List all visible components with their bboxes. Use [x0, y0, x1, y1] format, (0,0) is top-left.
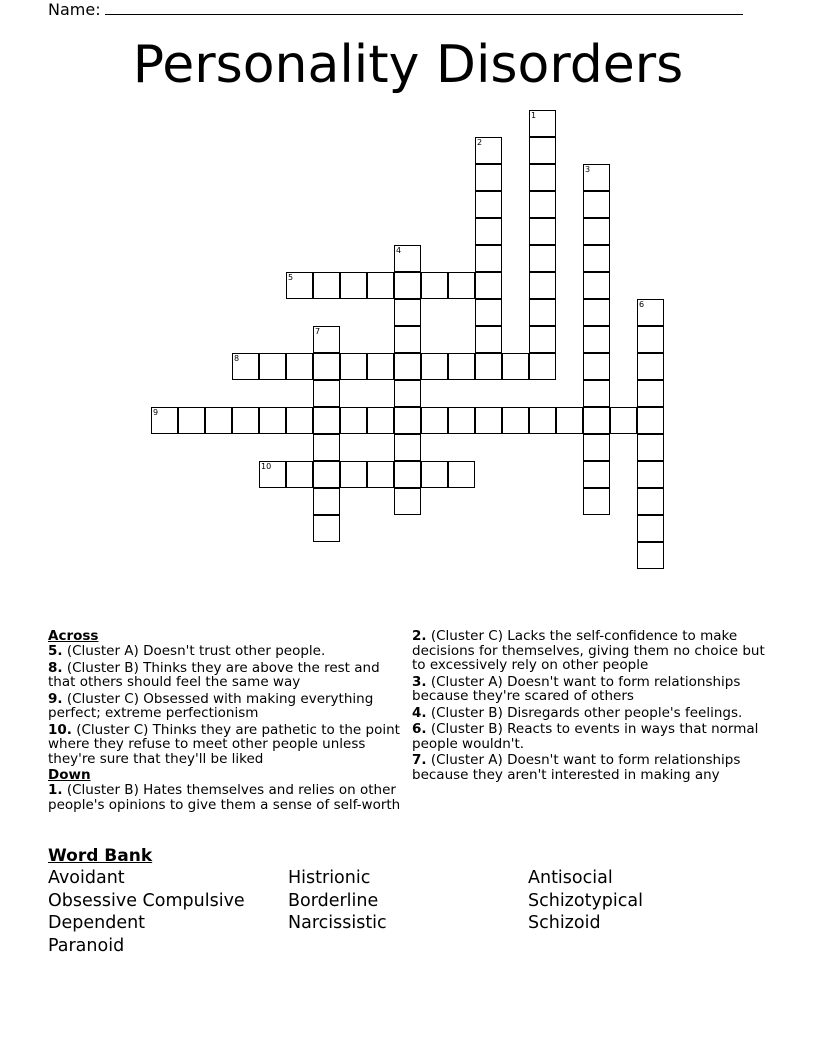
clue-down-1: 1. (Cluster B) Hates themselves and relies on other people's opinions to give them a sense of self-worth — [48, 782, 401, 813]
clue-down-2: 2. (Cluster C) Lacks the self-confidence to make decisions for themselves, giving them no choice but to excessively rely on other people — [412, 628, 765, 673]
crossword-cell[interactable] — [313, 326, 340, 353]
crossword-cell[interactable] — [394, 299, 421, 326]
crossword-cell[interactable] — [475, 137, 502, 164]
crossword-cell[interactable] — [367, 407, 394, 434]
crossword-cell[interactable] — [394, 488, 421, 515]
word-bank-title: Word Bank — [48, 846, 153, 866]
crossword-cell[interactable] — [529, 299, 556, 326]
crossword-cell[interactable] — [637, 515, 664, 542]
word-bank-item: Narcissistic — [288, 913, 387, 933]
clue-across-10: 10. (Cluster C) Thinks they are pathetic to the point where they refuse to meet other people unless they're sure that they'll be liked — [48, 721, 400, 767]
clue-across-8: 8. (Cluster B) Thinks they are above the rest and that others should feel the same way — [48, 659, 380, 690]
clue-across-5: 5. (Cluster A) Doesn't trust other people. — [48, 643, 326, 659]
crossword-cell[interactable] — [637, 542, 664, 569]
crossword-cell[interactable] — [475, 299, 502, 326]
crossword-cell[interactable] — [529, 245, 556, 272]
crossword-cell[interactable] — [313, 407, 340, 434]
crossword-cell[interactable] — [367, 461, 394, 488]
crossword-cell[interactable] — [367, 353, 394, 380]
crossword-cell[interactable] — [394, 272, 421, 299]
word-bank-item: Schizotypical — [528, 891, 643, 911]
crossword-cell[interactable] — [421, 407, 448, 434]
crossword-cell[interactable] — [475, 218, 502, 245]
crossword-cell[interactable] — [475, 191, 502, 218]
crossword-cell[interactable] — [583, 461, 610, 488]
crossword-cell[interactable] — [475, 245, 502, 272]
crossword-cell[interactable] — [529, 353, 556, 380]
crossword-cell[interactable] — [583, 218, 610, 245]
crossword-cell[interactable] — [394, 326, 421, 353]
cell-number: 4 — [396, 246, 402, 255]
clue-down-6: 6. (Cluster B) Reacts to events in ways that normal people wouldn't. — [412, 721, 759, 752]
cell-number: 9 — [153, 408, 159, 417]
crossword-cell[interactable] — [421, 461, 448, 488]
crossword-cell[interactable] — [421, 272, 448, 299]
word-bank-item: Avoidant — [48, 868, 125, 888]
crossword-cell[interactable] — [286, 407, 313, 434]
crossword-cell[interactable] — [421, 353, 448, 380]
crossword-cell[interactable] — [475, 326, 502, 353]
crossword-cell[interactable] — [583, 164, 610, 191]
crossword-cell[interactable] — [583, 326, 610, 353]
crossword-cell[interactable] — [529, 164, 556, 191]
cell-number: 8 — [234, 354, 240, 363]
cell-number: 5 — [288, 273, 294, 282]
word-bank-item: Obsessive Compulsive — [48, 891, 245, 911]
crossword-cell[interactable] — [502, 407, 529, 434]
cell-number: 1 — [531, 111, 537, 120]
cell-number: 3 — [585, 165, 591, 174]
clue-down-4: 4. (Cluster B) Disregards other people's feelings. — [412, 704, 743, 721]
crossword-cell[interactable] — [583, 245, 610, 272]
crossword-cell[interactable] — [583, 299, 610, 326]
crossword-cell[interactable] — [529, 110, 556, 137]
word-bank-item: Schizoid — [528, 913, 601, 933]
crossword-cell[interactable] — [313, 434, 340, 461]
crossword-cell[interactable] — [475, 164, 502, 191]
crossword-cell[interactable] — [529, 407, 556, 434]
crossword-cell[interactable] — [502, 353, 529, 380]
crossword-cell[interactable] — [475, 272, 502, 299]
crossword-cell[interactable] — [313, 353, 340, 380]
clues-right-column — [412, 629, 768, 784]
crossword-cell[interactable] — [394, 434, 421, 461]
cell-number: 10 — [261, 462, 272, 471]
crossword-cell[interactable] — [637, 326, 664, 353]
crossword-cell[interactable] — [313, 488, 340, 515]
crossword-cell[interactable] — [583, 380, 610, 407]
crossword-cell[interactable] — [313, 380, 340, 407]
crossword-cell[interactable] — [448, 353, 475, 380]
crossword-cell[interactable] — [286, 272, 313, 299]
clue-down-7: 7. (Cluster A) Doesn't want to form relationships because they aren't interested in making any — [412, 752, 741, 783]
down-heading: Down — [48, 767, 91, 783]
word-bank-item: Antisocial — [528, 868, 613, 888]
crossword-cell[interactable] — [448, 461, 475, 488]
crossword-cell[interactable] — [232, 407, 259, 434]
crossword-cell[interactable] — [205, 407, 232, 434]
crossword-cell[interactable] — [259, 407, 286, 434]
crossword-cell[interactable] — [394, 461, 421, 488]
crossword-cell[interactable] — [529, 272, 556, 299]
crossword-cell[interactable] — [394, 353, 421, 380]
crossword-cell[interactable] — [583, 272, 610, 299]
crossword-cell[interactable] — [259, 353, 286, 380]
word-bank-item: Borderline — [288, 891, 379, 911]
crossword-cell[interactable] — [529, 191, 556, 218]
crossword-cell[interactable] — [286, 461, 313, 488]
crossword-cell[interactable] — [313, 272, 340, 299]
crossword-cell[interactable] — [637, 461, 664, 488]
crossword-cell[interactable] — [637, 488, 664, 515]
crossword-cell[interactable] — [610, 407, 637, 434]
crossword-cell[interactable] — [313, 515, 340, 542]
crossword-cell[interactable] — [340, 353, 367, 380]
crossword-cell[interactable] — [583, 353, 610, 380]
crossword-cell[interactable] — [286, 353, 313, 380]
word-bank-item: Dependent — [48, 913, 146, 933]
cell-number: 7 — [315, 327, 321, 336]
crossword-cell[interactable] — [340, 407, 367, 434]
crossword-cell[interactable] — [475, 407, 502, 434]
word-bank-item: Histrionic — [288, 868, 371, 888]
crossword-cell[interactable] — [583, 191, 610, 218]
crossword-cell[interactable] — [529, 218, 556, 245]
clue-across-9: 9. (Cluster C) Obsessed with making everything perfect; extreme perfectionism — [48, 690, 374, 721]
crossword-cell[interactable] — [448, 407, 475, 434]
cell-number: 6 — [639, 300, 645, 309]
crossword-cell[interactable] — [178, 407, 205, 434]
crossword-cell[interactable] — [583, 488, 610, 515]
crossword-cell[interactable] — [475, 353, 502, 380]
word-bank-item: Paranoid — [48, 936, 125, 956]
cell-number: 2 — [477, 138, 483, 147]
crossword-cell[interactable] — [637, 299, 664, 326]
name-label: Name: — [48, 0, 101, 19]
crossword-cell[interactable] — [583, 434, 610, 461]
crossword-cell[interactable] — [394, 245, 421, 272]
crossword-cell[interactable] — [259, 461, 286, 488]
crossword-cell[interactable] — [637, 434, 664, 461]
page-title: Personality Disorders — [132, 35, 684, 95]
crossword-cell[interactable] — [637, 353, 664, 380]
crossword-cell[interactable] — [232, 353, 259, 380]
crossword-cell[interactable] — [556, 407, 583, 434]
crossword-cell[interactable] — [340, 272, 367, 299]
crossword-cell[interactable] — [394, 407, 421, 434]
crossword-cell[interactable] — [448, 272, 475, 299]
crossword-cell[interactable] — [583, 407, 610, 434]
crossword-cell[interactable] — [637, 380, 664, 407]
clue-down-3: 3. (Cluster A) Doesn't want to form relationships because they're scared of others — [412, 673, 741, 704]
crossword-cell[interactable] — [637, 407, 664, 434]
crossword-cell[interactable] — [151, 407, 178, 434]
crossword-cell[interactable] — [340, 461, 367, 488]
crossword-cell[interactable] — [313, 461, 340, 488]
crossword-cell[interactable] — [529, 137, 556, 164]
clues-left-column — [48, 629, 404, 814]
crossword-cell[interactable] — [394, 380, 421, 407]
crossword-cell[interactable] — [367, 272, 394, 299]
across-heading: Across — [48, 628, 99, 644]
crossword-cell[interactable] — [529, 326, 556, 353]
